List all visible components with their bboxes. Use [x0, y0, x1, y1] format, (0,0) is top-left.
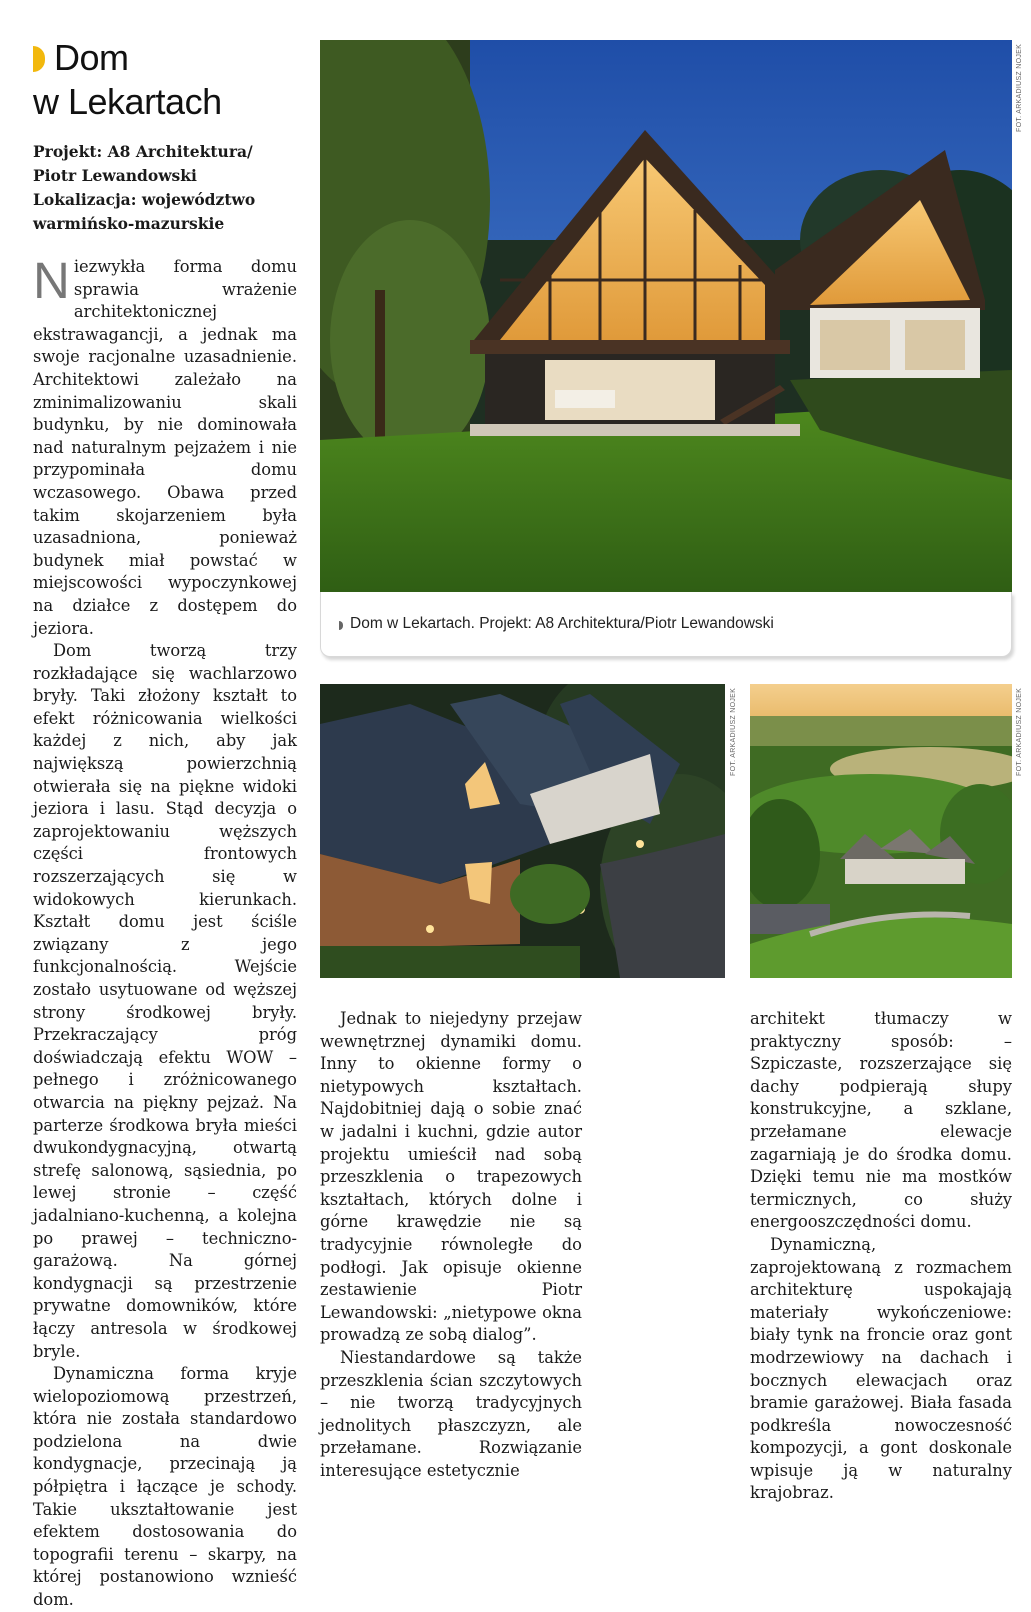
meta-line: warmińsko-mazurskie — [33, 214, 225, 233]
paragraph-continued: architekt tłumaczy w praktyczny sposób: – Szpiczaste, rozszerzające się dachy podpierają słupy konstrukcyjne, a szklane, przełamane elewacje zagarniają je do środka domu. Dzięki temu nie ma mostków termicznych, co służy energooszczędności domu. — [750, 1009, 1012, 1232]
article-title — [33, 36, 303, 124]
paragraph: Jednak to niejedyny przejaw wewnętrznej dynamiki domu. Inny to okienne formy o nietypowych kształtach. Najdobitniej dają o sobie znać w jadalni i kuchni, gdzie autor projektu umieścił nad sobą przeszklenia o trapezowych kształtach, których dolne i górne krawędzie nie są tradycyjnie równoległe do podłogi. Jak opisuje okienne zestawienie Piotr Lewandowski: „nietypowe okna prowadzą ze sobą dialog”. — [320, 1009, 582, 1345]
text-column-2 — [320, 1008, 582, 1482]
meta-line: Projekt: A8 Architektura/ — [33, 142, 253, 161]
paragraph: Niestandardowe są także przeszklenia ścian szczytowych – nie tworzą tradycyjnych jednolitych płaszczyzn, ale przełamane. Rozwiązanie interesujące estetycznie — [320, 1347, 582, 1480]
title-marker-icon — [33, 46, 45, 72]
paragraph: Dynamiczną, zaprojektowaną z rozmachem architekturę uspokajają materiały wykończeniowe: biały tynk na froncie oraz gont modrzewiowy na dachach i bocznych elewacjach oraz bramie garażowej. Biała fasada podkreśla nowoczesność kompozycji, a gont doskonale wpisuje ją w naturalny krajobraz. — [750, 1234, 1012, 1503]
photo-caption — [320, 592, 1012, 657]
photo-credit: FOT. ARKADIUSZ NOJEK — [730, 687, 737, 776]
photo-credit: FOT. ARKADIUSZ NOJEK — [1016, 43, 1023, 132]
paragraph: Dom tworzą trzy rozkładające się wachlarzowo bryły. Taki złożony kształt to efekt różnicowania wielkości każdej z nich, aby jak największą powierzchnią otwierała się na piękne widoki jeziora i lasu. Stąd decyzja o zaprojektowaniu węższych części frontowych rozszerzających się w widokowych kierunkach. Kształt domu jest ściśle związany z jego funkcjonalnością. Wejście zostało usytuowane od węższej strony środkowej bryły. Przekraczający próg doświadczają efektu WOW – pełnego i zróżnicowanego otwarcia na piękny pejzaż. Na parterze środkowa bryła mieści dwukondygnacyjną, otwartą strefę salonową, sąsiednia, po lewej stronie – część jadalniano-kuchenną, a kolejna po prawej – techniczno-garażową. Na górnej kondygnacji są przestrzenie prywatne domowników, które łączy antresola w środkowej bryle. — [33, 641, 297, 1361]
paragraph: Dynamiczna forma kryje wielopoziomową przestrzeń, która nie została standardowo podzielona na dwie kondygnacje, przecinają ją półpiętra i łączące je schody. Takie ukształtowanie jest efektem dostosowania do topografii terenu – skarpy, na której postanowiono wznieść dom. — [33, 1364, 297, 1610]
title-line-2: w Lekartach — [33, 81, 222, 122]
title-line-1: Dom — [33, 36, 303, 80]
aerial-night-photo — [320, 684, 725, 978]
aerial-lake-photo — [750, 684, 1012, 978]
drop-cap: N — [33, 252, 70, 309]
photo-credit: FOT. ARKADIUSZ NOJEK — [1016, 687, 1023, 776]
text-column-1 — [33, 252, 297, 1612]
main-house-photo — [320, 40, 1012, 592]
paragraph: Niezwykła forma domu sprawia wrażenie architektonicznej ekstrawagancji, a jednak ma swoje racjonalne uzasadnienie. Architektowi zależało na zminimalizowaniu skali budynku, by nie dominowała nad naturalnym pejzażem i nie przypominała domu wczasowego. Obawa przed takim skojarzeniem była uzasadniona, ponieważ budynek miał powstać w miejscowości wypoczynkowej na działce z dostępem do jeziora. — [33, 252, 297, 638]
caption-marker-icon — [339, 621, 343, 630]
project-meta — [33, 140, 303, 236]
caption-text: Dom w Lekartach. Projekt: A8 Architektura/Piotr Lewandowski — [350, 615, 774, 632]
text-column-3 — [750, 1008, 1012, 1505]
meta-line: Piotr Lewandowski — [33, 166, 197, 185]
meta-line: Lokalizacja: województwo — [33, 190, 256, 209]
